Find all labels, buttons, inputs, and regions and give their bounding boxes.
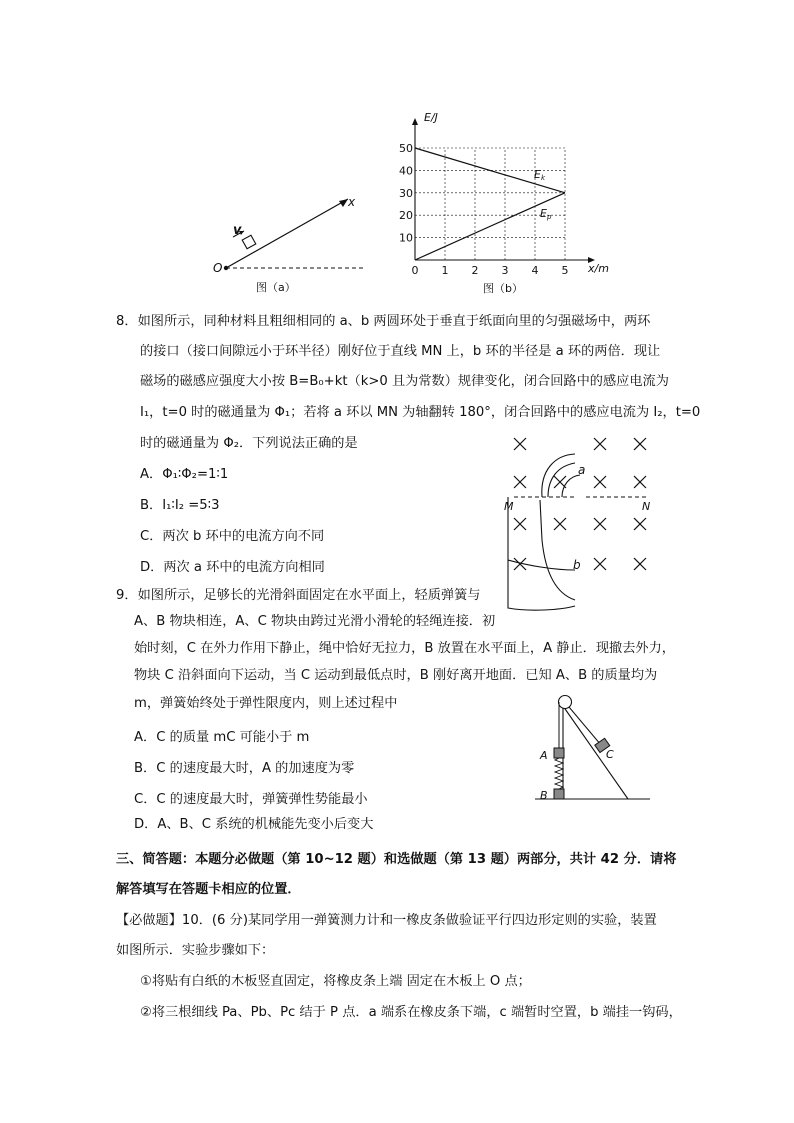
- block: [242, 235, 256, 249]
- field-cross-icon: [514, 518, 526, 530]
- label-block-b: B: [540, 789, 548, 802]
- q8-line5: 时的磁通量为 Φ₂．下列说法正确的是: [140, 436, 358, 451]
- block-a: [554, 748, 564, 758]
- ring-a: [542, 454, 580, 497]
- field-cross-icon: [554, 518, 566, 530]
- q9-line2: A、B 物块相连，A、C 物块由跨过光滑小滑轮的轻绳连接．初: [134, 614, 496, 629]
- q8-option-d: D．两次 a 环中的电流方向相同: [140, 560, 325, 575]
- q9-line5: m，弹簧始终处于弹性限度内，则上述过程中: [134, 696, 398, 711]
- x-tick-label: 3: [501, 264, 509, 277]
- label-m: M: [504, 500, 514, 513]
- v-label: v: [233, 223, 242, 238]
- figure-q9-incline: [530, 688, 655, 806]
- figure-a: [200, 185, 375, 300]
- q10-step1: ①将贴有白纸的木板竖直固定，将橡皮条上端 固定在木板上 O 点；: [140, 974, 531, 989]
- incline-slope: [563, 706, 628, 799]
- figure-a-caption: 图（a）: [256, 281, 296, 294]
- field-cross-icon: [634, 438, 646, 450]
- ring-b: [508, 497, 575, 610]
- q9-line4: 物块 C 沿斜面向下运动，当 C 运动到最低点时，B 刚好离开地面．已知 A、B 的质量均为: [134, 668, 658, 683]
- q9-line3: 始时刻，C 在外力作用下静止，绳中恰好无拉力，B 放置在水平面上，A 静止．现撤去外力，: [134, 641, 675, 656]
- q8-option-a: A．Φ₁∶Φ₂=1∶1: [140, 467, 229, 482]
- label-b: b: [573, 558, 581, 572]
- x-arrow-head: [339, 199, 348, 207]
- label-block-c: C: [606, 748, 614, 761]
- pulley: [559, 696, 572, 709]
- x-tick-label: 0: [411, 264, 419, 277]
- q8-line2: 的接口（接口间隙远小于环半径）刚好位于直线 MN 上，b 环的半径是 a 环的两倍．现让: [140, 344, 661, 359]
- x-tick-label: 1: [441, 264, 449, 277]
- label-a: a: [578, 463, 586, 477]
- x-axis-label: x/m: [588, 262, 609, 275]
- section3-line2: 解答填写在答题卡相应的位置．: [116, 882, 301, 897]
- q9-option-b: B．C 的速度最大时，A 的加速度为零: [134, 761, 355, 776]
- section3-line1: 三、简答题：本题分必做题（第 10~12 题）和选做题（第 13 题）两部分，共计 42 分．请将: [116, 852, 677, 867]
- field-cross-icon: [594, 518, 606, 530]
- origin-point: [224, 266, 228, 270]
- incline-line: [226, 199, 348, 268]
- field-cross-icon: [594, 558, 606, 570]
- field-cross-icon: [594, 476, 606, 488]
- y-axis-label: E/J: [424, 111, 438, 124]
- field-cross-icon: [634, 518, 646, 530]
- ep-label: Ep: [540, 207, 552, 221]
- y-tick-label: 20: [399, 209, 413, 223]
- ek-label: Ek: [534, 168, 546, 182]
- q8-option-c: C．两次 b 环中的电流方向不同: [140, 529, 325, 544]
- field-cross-icon: [634, 558, 646, 570]
- field-cross-icon: [514, 476, 526, 488]
- rope-to-c: [569, 707, 601, 745]
- field-cross-icon: [634, 476, 646, 488]
- x-tick-label: 2: [471, 264, 479, 277]
- x-axis-label: x: [348, 195, 356, 209]
- q8-line4: I₁，t=0 时的磁通量为 Φ₁；若将 a 环以 MN 为轴翻转 180°，闭合回路中的感应电流为 I₂，t=0: [140, 405, 701, 420]
- q9-option-d: D．A、B、C 系统的机械能先变小后变大: [134, 817, 374, 832]
- q9-option-c: C．C 的速度最大时，弹簧弹性势能最小: [134, 792, 368, 807]
- series-line-ek: [415, 148, 565, 193]
- x-tick-label: 4: [531, 264, 539, 277]
- q8-line1: 8．如图所示，同种材料且粗细相同的 a、b 两圆环处于垂直于纸面向里的匀强磁场中，两环: [116, 314, 651, 329]
- label-n: N: [642, 500, 651, 513]
- label-block-a: A: [540, 749, 548, 762]
- field-cross-icon: [594, 438, 606, 450]
- x-tick-label: 5: [561, 264, 569, 277]
- origin-label: O: [213, 261, 223, 275]
- y-tick-label: 10: [399, 231, 413, 245]
- y-tick-label: 40: [399, 164, 413, 178]
- block-b: [554, 789, 564, 799]
- series-line-ep: [415, 193, 565, 260]
- q8-line3: 磁场的磁感应强度大小按 B=B₀+kt（k>0 且为常数）规律变化，闭合回路中的感应电流为: [140, 374, 669, 389]
- q10-step2: ②将三根细线 Pa、Pb、Pc 结于 P 点．a 端系在橡皮条下端，c 端暂时空置，b 端挂一钩码，: [140, 1005, 682, 1020]
- q9-option-a: A．C 的质量 mC 可能小于 m: [134, 730, 310, 745]
- y-tick-label: 30: [399, 186, 413, 200]
- y-axis-arrow: [412, 118, 418, 125]
- figure-b-caption: 图（b）: [483, 282, 523, 295]
- field-cross-icon: [514, 438, 526, 450]
- figure-b-chart: [395, 106, 620, 298]
- figure-q8-magnetic-field: [500, 430, 670, 616]
- q9-line1: 9．如图所示，足够长的光滑斜面固定在水平面上，轻质弹簧与: [116, 588, 481, 603]
- y-tick-label: 50: [399, 142, 413, 155]
- q10-line1: 【必做题】10．(6 分)某同学用一弹簧测力计和一橡皮条做验证平行四边形定则的实验，装置: [116, 913, 657, 928]
- q10-line2: 如图所示．实验步骤如下：: [116, 943, 275, 958]
- q8-option-b: B．I₁∶I₂ =5∶3: [140, 498, 220, 513]
- spring: [555, 758, 563, 789]
